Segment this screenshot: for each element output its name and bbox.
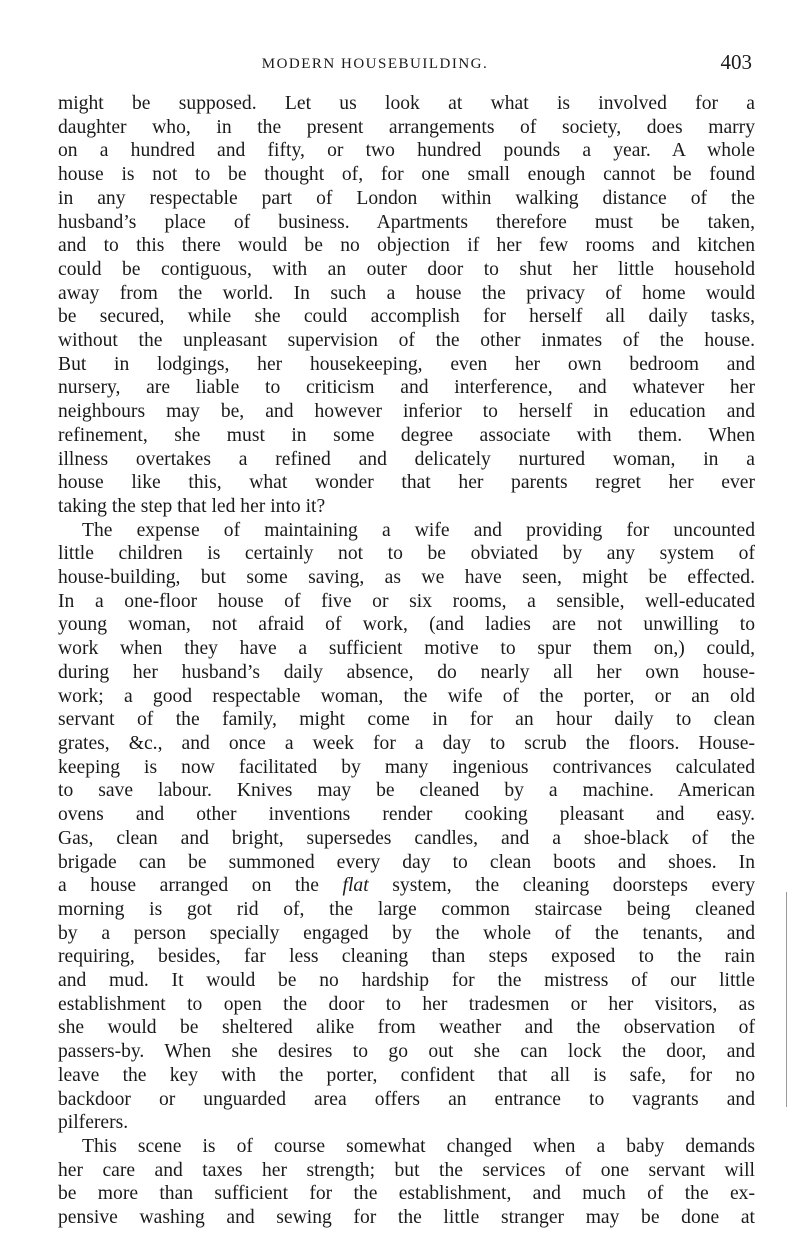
text-line: little children is certainly not to be obviated by any system of [58, 543, 755, 565]
text-line: passers-by. When she desires to go out she can lock the door, and [58, 1041, 755, 1063]
text-line: neighbours may be, and however inferior to herself in education and [58, 401, 755, 423]
text-line: husband’s place of business. Apartments therefore must be taken, [58, 211, 755, 233]
text-line: house like this, what wonder that her parents regret her ever [58, 472, 755, 494]
text-line: backdoor or unguarded area offers an entrance to vagrants and [58, 1088, 755, 1110]
text-line: might be supposed. Let us look at what is involved for a [58, 93, 755, 114]
text-line: keeping is now facilitated by many ingenious contrivances calculated [58, 756, 755, 778]
text-line: work; a good respectable woman, the wife of the porter, or an old [58, 685, 755, 707]
scan-edge-line [786, 892, 787, 1107]
text-line: her care and taxes her strength; but the services of one servant will [58, 1159, 755, 1181]
text-line: This scene is of course somewhat changed when a baby demands [82, 1135, 755, 1157]
text-line: house is not to be thought of, for one small enough cannot be found [58, 164, 755, 186]
text-line: to save labour. Knives may be cleaned by a machine. American [58, 780, 755, 802]
text-line: a house arranged on the flat system, the cleaning doorsteps every [58, 875, 755, 897]
page-header [60, 50, 760, 80]
running-title: MODERN HOUSEBUILDING. [261, 56, 489, 72]
text-line: Gas, clean and bright, supersedes candles, and a shoe-black of the [58, 827, 755, 849]
text-line: house-building, but some saving, as we have seen, might be effected. [58, 567, 755, 589]
text-line: nursery, are liable to criticism and interference, and whatever her [58, 377, 755, 399]
text-line: without the unpleasant supervision of the other inmates of the house. [58, 330, 755, 352]
text-line: and to this there would be no objection if her few rooms and kitchen [58, 235, 755, 257]
text-line: servant of the family, might come in for an hour daily to clean [58, 709, 755, 731]
text-line: on a hundred and fifty, or two hundred pounds a year. A whole [58, 140, 755, 162]
text-line: taking the step that led her into it? [58, 495, 326, 517]
page-number: 403 [720, 50, 752, 74]
text-line: she would be sheltered alike from weather and the observation of [58, 1017, 755, 1039]
text-line: pensive washing and sewing for the little stranger may be done at [58, 1207, 755, 1229]
text-line: during her husband’s daily absence, do nearly all her own house- [58, 661, 755, 683]
text-line: pilferers. [58, 1112, 129, 1134]
text-line: illness overtakes a refined and delicately nurtured woman, in a [58, 448, 755, 470]
text-line: morning is got rid of, the large common staircase being cleaned [58, 898, 755, 920]
text-line: requiring, besides, far less cleaning than steps exposed to the rain [58, 946, 755, 968]
text-line: daughter who, in the present arrangements of society, does marry [58, 116, 755, 138]
text-line: establishment to open the door to her tradesmen or her visitors, as [58, 993, 755, 1015]
text-line: brigade can be summoned every day to clean boots and shoes. In [58, 851, 755, 873]
text-line: The expense of maintaining a wife and providing for uncounted [82, 519, 755, 541]
text-line: grates, &c., and once a week for a day to scrub the floors. House- [58, 732, 755, 754]
text-line: young woman, not afraid of work, (and ladies are not unwilling to [58, 614, 755, 636]
text-line: leave the key with the porter, confident that all is safe, for no [58, 1064, 755, 1086]
text-line: In a one-floor house of five or six rooms, a sensible, well-educated [58, 590, 755, 612]
text-line: ovens and other inventions render cooking pleasant and easy. [58, 804, 755, 826]
text-line: be more than sufficient for the establishment, and much of the ex- [58, 1183, 755, 1205]
text-line: in any respectable part of London within walking distance of the [58, 187, 755, 209]
text-line: away from the world. In such a house the privacy of home would [58, 282, 755, 304]
text-line: work when they have a sufficient motive to spur them on,) could, [58, 638, 755, 660]
text-line: be secured, while she could accomplish for herself all daily tasks, [58, 306, 755, 328]
text-line: But in lodgings, her housekeeping, even her own bedroom and [58, 353, 755, 375]
text-line: refinement, she must in some degree associate with them. When [58, 424, 755, 446]
text-line: could be contiguous, with an outer door to shut her little household [58, 258, 755, 280]
body-text [58, 92, 755, 1230]
text-line: and mud. It would be no hardship for the mistress of our little [58, 970, 755, 992]
text-line: by a person specially engaged by the whole of the tenants, and [58, 922, 755, 944]
